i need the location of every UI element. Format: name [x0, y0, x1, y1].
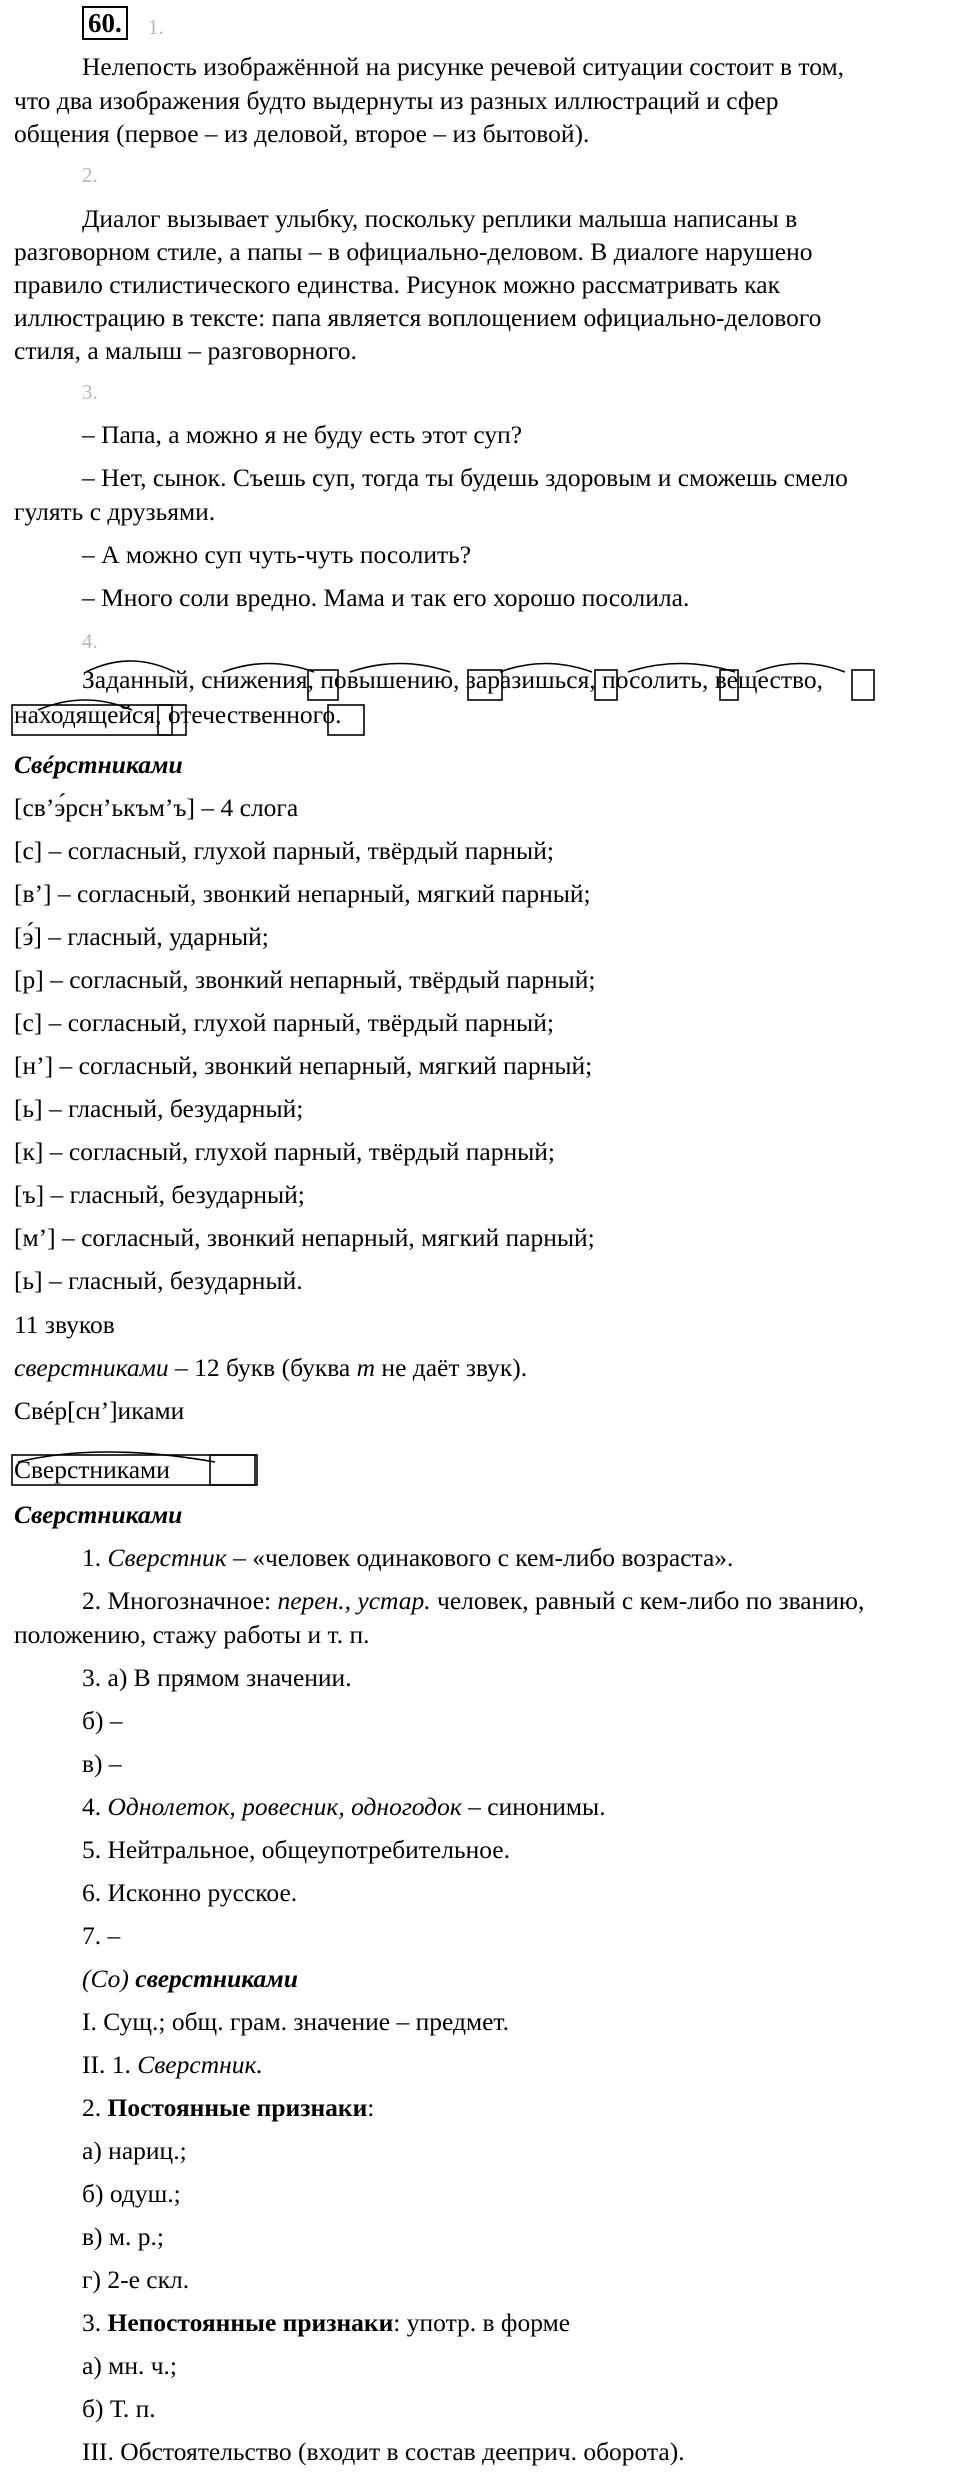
ending-box	[12, 705, 172, 735]
letter-t: т	[356, 1353, 376, 1382]
letter-count-text-end: не даёт звук).	[375, 1353, 528, 1382]
sound-line: [э́] – гласный, ударный;	[14, 922, 269, 951]
heading-morphological: (Со) сверстниками	[82, 1964, 298, 1993]
lex-7: 7. –	[82, 1921, 121, 1950]
lex-1: 1. Сверстник – «человек одинакового с кем-либо возраста».	[82, 1543, 734, 1572]
root-arc	[628, 664, 735, 673]
root-arc	[86, 661, 175, 672]
morpheme-words-line-2: находящейся, отечественного.	[14, 700, 342, 729]
sound-line: [ь] – гласный, безударный.	[14, 1266, 303, 1295]
ending-box	[468, 670, 502, 700]
ending-box	[595, 670, 617, 700]
root-arc	[500, 664, 592, 673]
morpheme-words-line-1: Заданный, снижения, повышению, заразишься, посолить, вещество,	[82, 665, 823, 694]
morph-9: а) мн. ч.;	[82, 2351, 178, 2380]
dialog-line-1: – Папа, а можно я не буду есть этот суп?	[82, 420, 523, 449]
morph-10: б) Т. п.	[82, 2394, 156, 2423]
paragraph-2-line-1: Диалог вызывает улыбку, поскольку реплики малыша написаны в	[82, 204, 798, 233]
ending-box	[328, 705, 364, 735]
morpheme-root: Сверстник	[14, 1455, 129, 1484]
transcription: [св’э́рсн’ькъм’ъ] – 4 слога	[14, 793, 299, 822]
item-number-2: 2.	[82, 163, 98, 187]
sound-line: [м’] – согласный, звонкий непарный, мягкий парный;	[14, 1223, 595, 1252]
dialog-line-5: – Много соли вредно. Мама и так его хорошо посолила.	[82, 583, 690, 612]
lex-3: 3. а) В прямом значении.	[82, 1663, 352, 1692]
dialog-line-2: – Нет, сынок. Съешь суп, тогда ты будешь здоровым и сможешь смело	[82, 463, 848, 492]
heading-lexical: Сверстниками	[14, 1500, 183, 1529]
sound-line: [н’] – согласный, звонкий непарный, мягкий парный;	[14, 1051, 593, 1080]
paragraph-2-line-5: стиля, а малыш – разговорного.	[14, 336, 357, 365]
sound-line: [р] – согласный, звонкий непарный, твёрдый парный;	[14, 965, 596, 994]
letter-count	[14, 1353, 527, 1383]
lex-4: 4. Однолеток, ровесник, одногодок – синонимы.	[82, 1792, 606, 1821]
paragraph-2-line-3: правило стилистического единства. Рисунок можно рассматривать как	[14, 270, 780, 299]
lex-6: 6. Исконно русское.	[82, 1878, 298, 1907]
sound-line: [ь] – гласный, безударный;	[14, 1094, 304, 1123]
morph-4: а) нариц.;	[82, 2136, 187, 2165]
item-number-1: 1.	[148, 15, 164, 39]
morph-7: г) 2-е скл.	[82, 2265, 190, 2294]
letter-count-word: сверстниками	[14, 1353, 169, 1382]
morph-11: III. Обстоятельство (входит в состав дееприч. оборота).	[82, 2437, 685, 2466]
root-arc	[756, 664, 845, 673]
morpheme-ending: ами	[128, 1455, 170, 1484]
sound-line: [в’] – согласный, звонкий непарный, мягкий парный;	[14, 879, 591, 908]
root-arc	[350, 664, 450, 673]
sound-count: 11 звуков	[14, 1310, 115, 1339]
heading-sverstnikami: Свéрстниками	[14, 750, 183, 779]
paragraph-1-line-2: что два изображения будто выдернуты из разных иллюстраций и сфер	[14, 86, 779, 115]
lex-3c: в) –	[82, 1749, 122, 1778]
sound-line: [с] – согласный, глухой парный, твёрдый парный;	[14, 836, 554, 865]
paragraph-2-line-4: иллюстрацию в тексте: папа является воплощением официально-делового	[14, 303, 822, 332]
sound-line: [с] – согласный, глухой парный, твёрдый парный;	[14, 1008, 554, 1037]
sound-line: [ъ] – гласный, безударный;	[14, 1180, 305, 1209]
letter-count-text: – 12 букв (буква	[168, 1353, 357, 1382]
ending-box	[852, 670, 874, 700]
morph-2: II. 1. Сверстник.	[82, 2050, 263, 2079]
morph-3: 2. Постоянные признаки:	[82, 2093, 375, 2122]
root-arc	[223, 664, 314, 673]
sound-letter-mismatch: Свéр[сн’]иками	[14, 1396, 185, 1425]
morph-8: 3. Непостоянные признаки: употр. в форме	[82, 2308, 571, 2337]
morph-1: I. Сущ.; общ. грам. значение – предмет.	[82, 2007, 510, 2036]
ending-box	[210, 1455, 255, 1485]
dialog-line-3: гулять с друзьями.	[14, 497, 216, 526]
ending-box	[308, 670, 338, 700]
morpheme-parse-word	[14, 1455, 170, 1485]
lex-3b: б) –	[82, 1706, 123, 1735]
lex-5: 5. Нейтральное, общеупотребительное.	[82, 1835, 510, 1864]
ending-box	[720, 670, 738, 700]
paragraph-1-line-3: общения (первое – из деловой, второе – из бытовой).	[14, 119, 590, 148]
paragraph-2-line-2: разговорном стиле, а папы – в официально-деловом. В диалоге нарушено	[14, 237, 813, 266]
morph-6: в) м. р.;	[82, 2222, 165, 2251]
paragraph-1-line-1: Нелепость изображённой на рисунке речевой ситуации состоит в том,	[82, 52, 844, 81]
item-number-3: 3.	[82, 380, 98, 404]
dialog-line-4: – А можно суп чуть-чуть посолить?	[82, 540, 472, 569]
sound-line: [к] – согласный, глухой парный, твёрдый парный;	[14, 1137, 555, 1166]
morph-5: б) одуш.;	[82, 2179, 181, 2208]
lex-2-cont: положению, стажу работы и т. п.	[14, 1620, 370, 1649]
lex-2: 2. Многозначное: перен., устар. человек, равный с кем-либо по званию,	[82, 1586, 865, 1615]
exercise-number: 60.	[82, 6, 128, 40]
item-number-4: 4.	[82, 629, 98, 653]
